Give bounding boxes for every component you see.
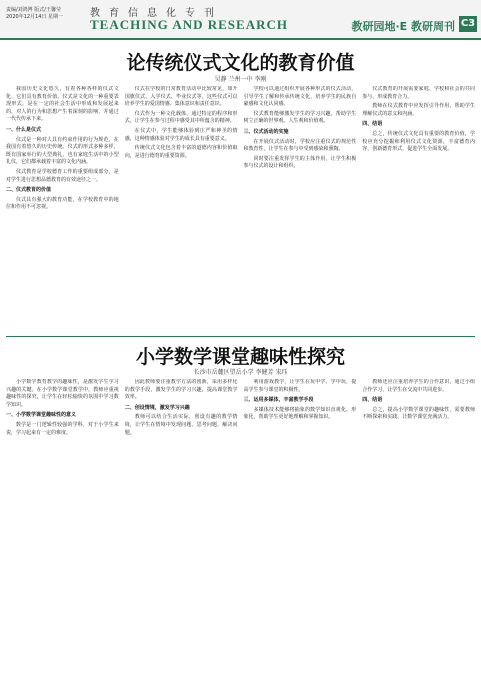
paragraph: 仪式作为一种文化载体，通过特定的程序和形式，让学生在参与过程中感受其中所蕴含的精神。: [124, 110, 238, 125]
paragraph: 总之，提高小学数学课堂的趣味性，需要教师不断探索和实践，让数学课堂充满活力。: [362, 406, 475, 421]
article1-column: [244, 86, 357, 332]
paragraph: 在仪式中，学生能够体验到庄严和神圣的情感，这种情感体验对学生的成长具有重要意义。: [124, 127, 238, 142]
paragraph: 仪式教育的开展需要家庭、学校和社会的共同参与，形成教育合力。: [362, 86, 475, 100]
article1-column: [6, 86, 119, 332]
editor-line: 责编/刘鸿博 版式/王馨莹: [6, 7, 61, 13]
subheading: 四、结语: [362, 397, 383, 404]
paragraph: 小学数学教育教学的趣味性，是激发学生学习兴趣的关键。在小学数学课堂教学中，教师应重视趣味性的探究，让学生在轻松愉快的氛围中学习数学知识。: [6, 379, 119, 408]
article1-byline: 吴静 兰州一中 李刚: [214, 76, 267, 83]
paragraph: 在开展仪式活动时，学校应注重仪式的规范性和教育性，让学生在参与中受到感染和熏陶。: [243, 138, 357, 153]
paragraph: 总之，传统仪式文化具有重要的教育价值，学校应充分挖掘和利用仪式文化资源，丰富德育内容，创新德育形式，促进学生全面发展。: [362, 130, 475, 153]
subheading: 一、小学数学课堂趣味性的意义: [6, 412, 77, 419]
header-meta: [6, 7, 63, 21]
article2-byline: 长沙市岳麓区望岳小学 李健芳 宋珏: [193, 369, 288, 376]
paragraph: 仪式教育能够激发学生的学习兴趣，帮助学生树立正确的世界观、人生观和价值观。: [243, 110, 357, 125]
subheading: 三、运用多媒体，丰富教学手段: [243, 397, 314, 404]
section-name: 教研园地·E 教研周刊: [351, 20, 455, 33]
article1-title: 论传统仪式文化的教育价值: [126, 52, 355, 74]
article2-column: [244, 379, 357, 684]
paragraph: 仪式是一种对人具有约束作用的行为规范，在我国有着悠久的历史传统。仪式的形式多种多样，既有国家举行的大型典礼，也有家庭生活中的小型礼仪，它们都承载着丰富的文化内涵。: [6, 136, 119, 166]
page-number: C3: [459, 16, 477, 32]
header-title: 教育信息化专刊: [90, 8, 223, 19]
paragraph: 我国历史文化悠久，有着各种各样的仪式文化，它们具有教育价值。仪式是文化的一种重要表现形式，是在一定的社会生活中形成和发展起来的，对人的行为和思想产生着深刻的影响，并通过一代代传承下来。: [6, 86, 119, 123]
article2-column: [362, 379, 475, 684]
subheading: 四、结语: [362, 121, 383, 128]
paragraph: 利用游戏教学，让学生在玩中学、学中玩，提高学生参与课堂的积极性。: [243, 379, 357, 393]
paragraph: 学校可以通过组织开展各种形式的仪式活动，引导学生了解和传承传统文化，培养学生的民族自豪感和文化认同感。: [243, 86, 357, 108]
header-english-title: TEACHING AND RESEARCH: [90, 17, 288, 32]
article2-column: [125, 379, 238, 684]
paragraph: 多媒体技术能够将抽象的数学知识直观化、形象化，帮助学生更好地理解和掌握知识。: [243, 406, 357, 421]
paragraph: 教师还应注重培养学生的合作意识，通过小组合作学习，让学生在交流中共同进步。: [362, 379, 475, 393]
paragraph: 同时要注重发挥学生的主体作用，让学生积极参与仪式的设计和组织。: [243, 155, 357, 170]
subheading: 二、仪式教育的价值: [6, 187, 52, 194]
article1-column: [362, 86, 475, 332]
subheading: 二、创设情境，激发学习兴趣: [124, 404, 190, 411]
article2-column: [6, 379, 119, 684]
page-header: [0, 0, 481, 40]
paragraph: 教师可以结合生活实际，创设有趣的教学情境，让学生在情境中发现问题、思考问题、解决问题。: [124, 414, 238, 436]
subheading: 一、什么是仪式: [6, 126, 42, 133]
paragraph: 传统仪式文化包含着丰富的道德内容和价值取向，是进行德育的重要资源。: [124, 145, 238, 159]
section-divider: [6, 336, 475, 337]
article1-body: [6, 86, 475, 332]
article2-body: [6, 379, 475, 684]
paragraph: 数学是一门逻辑性较强的学科，对于小学生来说，学习起来有一定的难度。: [6, 421, 119, 436]
subheading: 三、仪式活动的实施: [243, 128, 289, 135]
article1-column: [125, 86, 238, 332]
paragraph: 仪式教育是学校德育工作的重要组成部分，是对学生进行思想品德教育的有效途径之一。: [6, 168, 119, 183]
paragraph: 仪式具有强大的教育功能，在学校教育中的地位和作用不可忽视。: [6, 196, 119, 211]
paragraph: 因此教师要注重教学方法的创新，采用多样化的教学手段，激发学生的学习兴趣，提高课堂教学效率。: [124, 379, 238, 401]
paragraph: 仪式在学校的日常教育活动中比较常见，如升国旗仪式、入学仪式、毕业仪式等，这些仪式可以培养学生的爱国情感、集体意识和责任意识。: [124, 86, 238, 108]
article2-title: 小学数学课堂趣味性探究: [135, 346, 345, 368]
date-line: 2020年12月14日 星期一: [6, 14, 64, 20]
paragraph: 教师在仪式教育中应发挥引导作用，帮助学生理解仪式的意义和内涵。: [362, 103, 475, 117]
